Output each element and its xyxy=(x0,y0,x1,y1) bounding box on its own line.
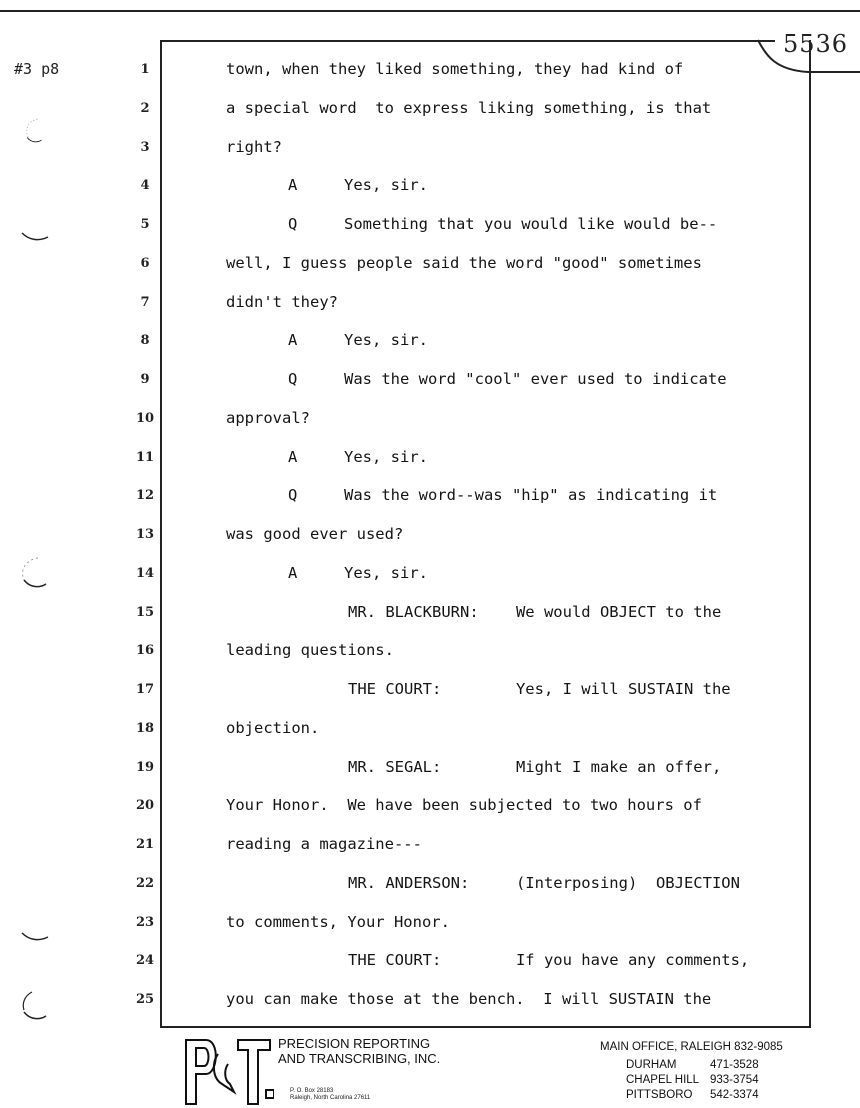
transcript-line: MR. BLACKBURN: We would OBJECT to the xyxy=(348,602,722,621)
line-number: 2 xyxy=(140,100,150,116)
transcript-line: Q Something that you would like would be-- xyxy=(288,215,718,233)
line-number: 25 xyxy=(135,992,155,1007)
transcript-line: well, I guess people said the word "good" sometimes xyxy=(226,253,702,272)
transcript-line: THE COURT: If you have any comments, xyxy=(348,951,750,970)
line-number: 21 xyxy=(135,837,155,852)
transcript-line: Q Was the word--was "hip" as indicating it xyxy=(288,486,718,505)
po-box-line: P. O. Box 28183 xyxy=(290,1088,334,1094)
line-number: 13 xyxy=(135,527,155,542)
transcript-line: you can make those at the bench. I will SUSTAIN the xyxy=(226,990,712,1008)
line-number: 14 xyxy=(135,565,155,581)
transcript-line: A Yes, sir. xyxy=(288,447,428,466)
transcript-line: A Yes, sir. xyxy=(288,331,428,350)
office-city: PITTSBORO xyxy=(626,1089,693,1101)
line-number: 17 xyxy=(135,682,155,697)
line-number: 15 xyxy=(135,604,155,620)
line-number: 20 xyxy=(135,798,155,814)
line-number: 9 xyxy=(140,372,150,387)
city-state-line: Raleigh, North Carolina 27611 xyxy=(290,1095,371,1101)
transcript-line: was good ever used? xyxy=(226,525,404,543)
transcript-line: approval? xyxy=(226,408,310,427)
office-city: CHAPEL HILL xyxy=(626,1074,700,1086)
binder-hole-mark xyxy=(18,990,48,1024)
transcript-line: a special word to express liking something, is that xyxy=(226,98,712,117)
office-city: DURHAM xyxy=(626,1059,677,1071)
line-number: 24 xyxy=(135,953,155,969)
transcript-line: Your Honor. We have been subjected to two hours of xyxy=(226,796,702,815)
po-box-address xyxy=(290,1088,370,1102)
line-number: 16 xyxy=(135,643,155,659)
line-number: 8 xyxy=(140,333,150,349)
transcript-line: town, when they liked something, they had kind of xyxy=(226,60,684,78)
line-number: 18 xyxy=(135,720,155,736)
transcript-line: to comments, Your Honor. xyxy=(226,912,450,931)
line-number: 23 xyxy=(135,914,155,930)
line-number: 11 xyxy=(135,449,155,465)
transcript-line: right? xyxy=(226,137,282,156)
page-number: 5536 xyxy=(783,30,849,58)
transcript-line: Q Was the word "cool" ever used to indicate xyxy=(288,370,727,388)
line-number: 5 xyxy=(140,217,150,232)
binder-hole-mark xyxy=(18,118,48,144)
company-name xyxy=(278,1036,440,1066)
line-number: 12 xyxy=(135,488,155,504)
main-office: MAIN OFFICE, RALEIGH 832-9085 xyxy=(600,1041,783,1053)
office-phone: 933-3754 xyxy=(710,1074,759,1086)
line-number: 4 xyxy=(140,178,150,194)
pt-logo xyxy=(182,1034,274,1106)
office-phone: 542-3374 xyxy=(710,1089,759,1101)
transcript-line: MR. SEGAL: Might I make an offer, xyxy=(348,757,722,776)
company-name-line1: PRECISION REPORTING xyxy=(278,1036,431,1051)
exhibit-tab-label: #3 p8 xyxy=(14,60,60,78)
transcript-line: THE COURT: Yes, I will SUSTAIN the xyxy=(348,680,731,698)
line-number: 6 xyxy=(140,255,150,271)
line-number: 19 xyxy=(135,759,155,775)
line-number: 3 xyxy=(140,139,150,155)
transcript-line: MR. ANDERSON: (Interposing) OBJECTION xyxy=(348,873,740,892)
transcript-line: didn't they? xyxy=(226,292,338,311)
transcript-line: A Yes, sir. xyxy=(288,563,428,582)
transcript-line: reading a magazine--- xyxy=(226,835,422,853)
transcript-line: objection. xyxy=(226,718,320,737)
binder-hole-mark xyxy=(18,556,48,590)
line-number: 22 xyxy=(135,875,155,891)
line-number: 7 xyxy=(140,294,150,310)
company-name-line2: AND TRANSCRIBING, INC. xyxy=(278,1051,441,1066)
line-number: 1 xyxy=(140,62,150,77)
line-number: 10 xyxy=(135,410,155,426)
top-border xyxy=(0,0,860,12)
transcript-line: A Yes, sir. xyxy=(288,176,428,195)
binder-hole-mark xyxy=(20,924,50,950)
office-phone: 471-3528 xyxy=(710,1059,759,1071)
transcript-line: leading questions. xyxy=(226,641,394,660)
binder-hole-mark xyxy=(20,224,50,250)
